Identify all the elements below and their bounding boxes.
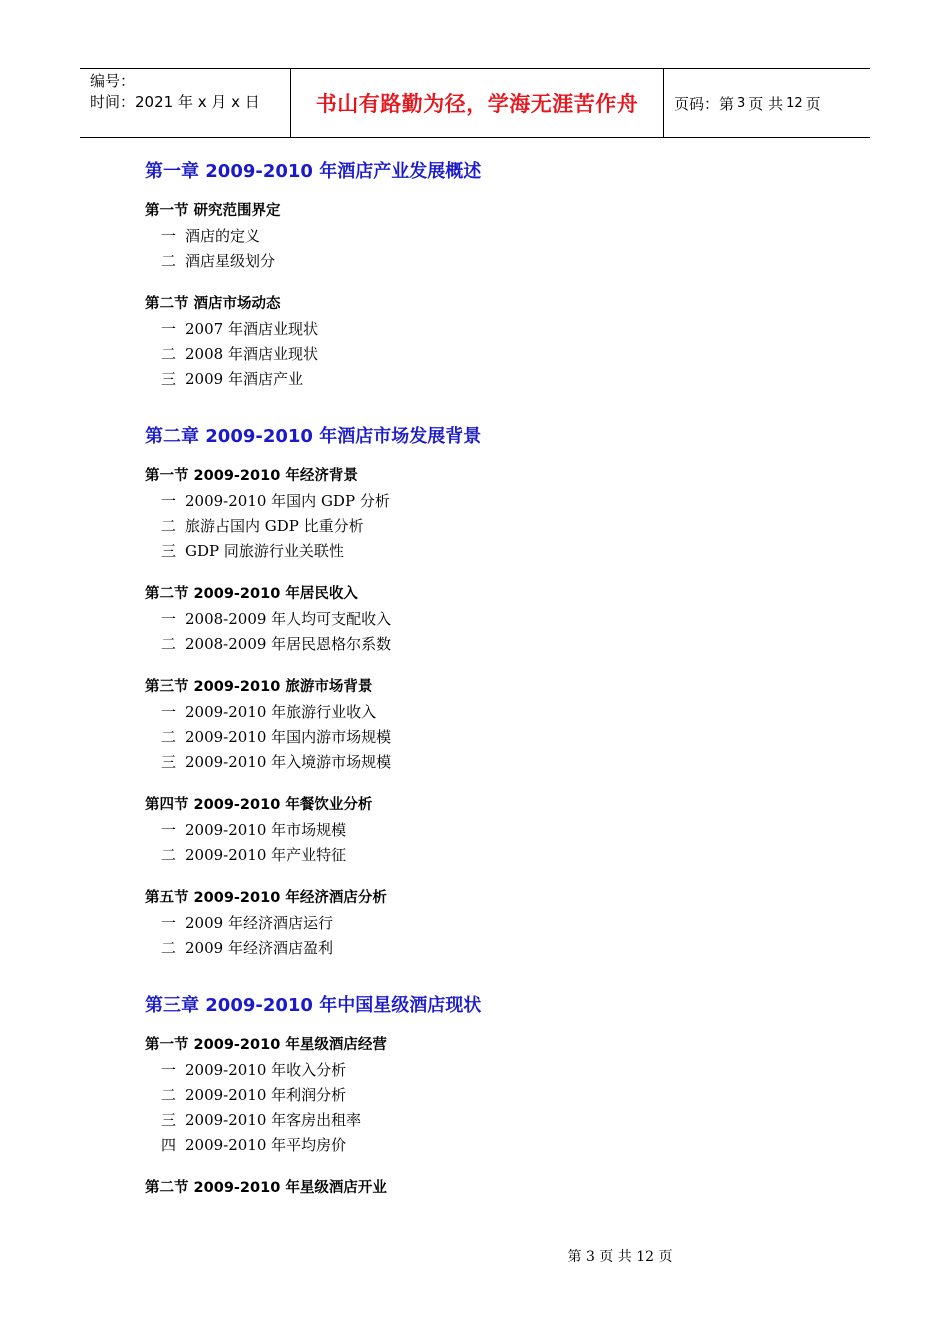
section-title: 第一节 研究范围界定 [145,203,281,219]
section-title: 第二节 2009-2010 年居民收入 [145,586,358,602]
item-marker: 三 [161,542,177,560]
item-text: 2008-2009 年居民恩格尔系数 [185,635,392,653]
item-text: 2009 年经济酒店运行 [185,914,333,932]
item-text: 旅游占国内 GDP 比重分析 [185,517,364,535]
toc-item [145,1083,845,1108]
item-marker: 一 [161,610,177,628]
table-of-contents [145,158,845,1218]
chapter-title: 第二章 2009-2010 年酒店市场发展背景 [145,426,482,447]
item-text: 2009-2010 年产业特征 [185,846,347,864]
toc-item [145,1058,845,1083]
toc-item [145,489,845,514]
toc-item [145,843,845,868]
section [145,583,845,657]
item-text: 2008 年酒店业现状 [185,345,318,363]
item-marker: 三 [161,753,177,771]
section [145,887,845,961]
page-footer: 第 3 页 共 12 页 [567,1249,673,1265]
item-text: 2009-2010 年平均房价 [185,1136,347,1154]
toc-item [145,607,845,632]
item-marker: 二 [161,728,177,746]
item-marker: 一 [161,914,177,932]
toc-item [145,725,845,750]
toc-item [145,317,845,342]
toc-item [145,1133,845,1158]
section-title: 第一节 2009-2010 年经济背景 [145,468,358,484]
section-title: 第一节 2009-2010 年星级酒店经营 [145,1037,387,1053]
date-label: 时间：2021 年 x 月 x 日 [90,93,260,111]
item-text: 2007 年酒店业现状 [185,320,318,338]
item-text: 酒店的定义 [185,227,261,245]
toc-item [145,700,845,725]
section [145,676,845,775]
section-title: 第三节 2009-2010 旅游市场背景 [145,679,373,695]
section [145,1034,845,1158]
item-marker: 一 [161,227,177,245]
item-text: 2009-2010 年市场规模 [185,821,347,839]
item-marker: 三 [161,1111,177,1129]
item-text: 2009 年酒店产业 [185,370,303,388]
toc-item [145,750,845,775]
toc-item [145,632,845,657]
toc-item [145,911,845,936]
section [145,200,845,274]
section-title: 第二节 2009-2010 年星级酒店开业 [145,1180,387,1196]
page-total: 12 [786,95,803,111]
page-mid: 页 共 [748,94,784,113]
toc-item [145,514,845,539]
item-text: 2009-2010 年客房出租率 [185,1111,362,1129]
item-marker: 一 [161,1061,177,1079]
chapter-title: 第一章 2009-2010 年酒店产业发展概述 [145,161,482,182]
section-title: 第二节 酒店市场动态 [145,296,281,312]
item-marker: 二 [161,1086,177,1104]
toc-item [145,539,845,564]
section-title: 第四节 2009-2010 年餐饮业分析 [145,797,373,813]
item-text: 2009 年经济酒店盈利 [185,939,333,957]
chapter-gap [145,411,845,423]
item-marker: 二 [161,345,177,363]
page-suffix: 页 [805,94,821,113]
toc-item [145,818,845,843]
section [145,794,845,868]
number-label: 编号： [90,72,136,90]
section [145,293,845,392]
page-header [80,68,870,138]
item-marker: 四 [161,1136,177,1154]
item-text: 2009-2010 年利润分析 [185,1086,347,1104]
item-text: GDP 同旅游行业关联性 [185,542,344,560]
toc-item [145,936,845,961]
item-text: 2009-2010 年入境游市场规模 [185,753,392,771]
toc-item [145,1108,845,1133]
section-title: 第五节 2009-2010 年经济酒店分析 [145,890,387,906]
item-text: 2009-2010 年旅游行业收入 [185,703,377,721]
item-text: 2008-2009 年人均可支配收入 [185,610,392,628]
item-text: 2009-2010 年国内游市场规模 [185,728,392,746]
item-marker: 一 [161,703,177,721]
item-marker: 二 [161,252,177,270]
item-text: 2009-2010 年国内 GDP 分析 [185,492,390,510]
item-marker: 二 [161,635,177,653]
toc-item [145,224,845,249]
item-text: 2009-2010 年收入分析 [185,1061,347,1079]
page-number: 3 [737,95,746,111]
item-marker: 一 [161,320,177,338]
chapter-gap [145,980,845,992]
item-marker: 三 [161,370,177,388]
item-marker: 二 [161,939,177,957]
section [145,1177,845,1199]
chapter-title: 第三章 2009-2010 年中国星级酒店现状 [145,995,482,1016]
page-prefix: 页码：第 [674,94,735,113]
header-page-info [664,69,870,137]
item-marker: 一 [161,492,177,510]
header-meta [80,69,291,137]
item-marker: 二 [161,846,177,864]
section [145,465,845,564]
item-marker: 一 [161,821,177,839]
item-text: 酒店星级划分 [185,252,276,270]
toc-item [145,367,845,392]
item-marker: 二 [161,517,177,535]
toc-item [145,342,845,367]
header-motto: 书山有路勤为径，学海无涯苦作舟 [291,69,664,137]
toc-item [145,249,845,274]
